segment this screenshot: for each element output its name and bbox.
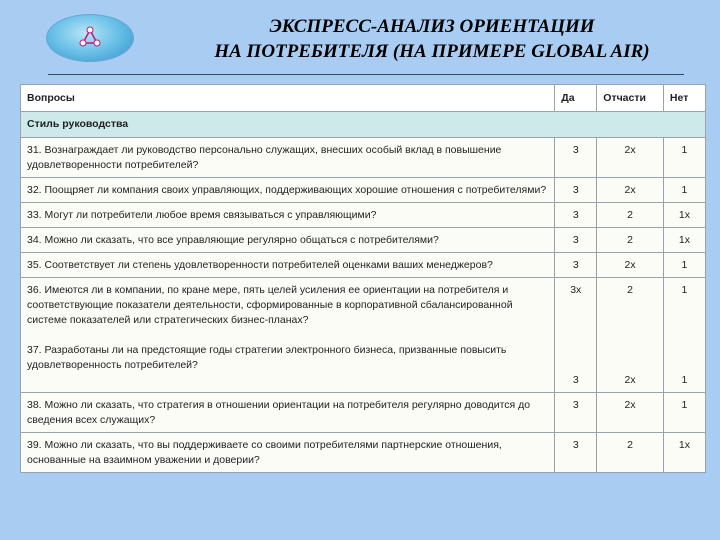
table-row — [21, 393, 706, 433]
yes-value: 3х — [570, 284, 582, 296]
partly-cell: 2 — [597, 203, 664, 228]
no-value: 1 — [681, 374, 688, 386]
title-line-1: ЭКСПРЕСС-АНАЛИЗ ОРИЕНТАЦИИ — [269, 16, 595, 37]
triangle-logo-icon — [46, 14, 134, 62]
no-cell: 1х — [663, 433, 705, 473]
partly-cell-combined — [597, 278, 664, 393]
table-header-row — [21, 85, 706, 112]
no-cell: 1 — [663, 253, 705, 278]
yes-cell: 3 — [555, 138, 597, 178]
partly-cell: 2х — [597, 253, 664, 278]
no-cell: 1 — [663, 393, 705, 433]
yes-cell: 3 — [555, 178, 597, 203]
section-row — [21, 112, 706, 138]
yes-cell: 3 — [555, 228, 597, 253]
question-cell: 31. Вознаграждает ли руководство персонально служащих, внесших особый вклад в повышение удовлетворенности потребителей? — [21, 138, 555, 178]
no-value: 1 — [681, 284, 688, 296]
partly-cell: 2х — [597, 138, 664, 178]
partly-cell: 2 — [597, 228, 664, 253]
yes-cell: 3 — [555, 203, 597, 228]
header-question: Вопросы — [21, 85, 555, 112]
yes-cell-combined — [555, 278, 597, 393]
no-cell: 1 — [663, 138, 705, 178]
question-cell: 34. Можно ли сказать, что все управляющие регулярно общаться с потребителями? — [21, 228, 555, 253]
table-row — [21, 278, 706, 393]
yes-cell: 3 — [555, 393, 597, 433]
no-cell: 1х — [663, 228, 705, 253]
title-divider — [48, 74, 684, 75]
question-cell: 32. Поощряет ли компания своих управляющих, поддерживающих хорошие отношения с потребителями? — [21, 178, 555, 203]
no-cell: 1х — [663, 203, 705, 228]
question-cell: 33. Могут ли потребители любое время связываться с управляющими? — [21, 203, 555, 228]
table-row — [21, 203, 706, 228]
table-row — [21, 228, 706, 253]
partly-cell: 2 — [597, 433, 664, 473]
table-row — [21, 178, 706, 203]
header-partly: Отчасти — [597, 85, 664, 112]
partly-value: 2х — [624, 374, 636, 386]
header-no: Нет — [663, 85, 705, 112]
partly-cell: 2х — [597, 178, 664, 203]
partly-cell: 2х — [597, 393, 664, 433]
table-row — [21, 253, 706, 278]
question-cell-combined — [21, 278, 555, 393]
partly-value: 2 — [627, 284, 634, 296]
question-text: 37. Разработаны ли на предстоящие годы стратегии электронного бизнеса, призванные повысить удовлетворенность потребителей? — [27, 344, 507, 371]
page-title — [150, 14, 714, 64]
question-cell: 39. Можно ли сказать, что вы поддерживаете со своими потребителями партнерские отношения, основанные на взаимном уважении и доверии? — [21, 433, 555, 473]
no-cell: 1 — [663, 178, 705, 203]
title-line-2: НА ПОТРЕБИТЕЛЯ (НА ПРИМЕРЕ GLOBAL AIR) — [214, 41, 650, 62]
yes-cell: 3 — [555, 433, 597, 473]
section-title: Стиль руководства — [21, 112, 706, 138]
survey-table — [20, 84, 706, 473]
question-cell: 38. Можно ли сказать, что стратегия в отношении ориентации на потребителя регулярно доводится до сведения всех служащих? — [21, 393, 555, 433]
yes-value: 3 — [572, 374, 579, 386]
logo — [46, 14, 134, 62]
table-row — [21, 138, 706, 178]
table-row — [21, 433, 706, 473]
no-cell-combined — [663, 278, 705, 393]
question-text: 36. Имеются ли в компании, по кране мере, пять целей усиления ее ориентации на потребителя и соответствующие показатели деятельности, сформированные в корпоративной сбалансированной системе показателей или стратегических бизнес-планах? — [27, 284, 513, 326]
yes-cell: 3 — [555, 253, 597, 278]
question-cell: 35. Соответствует ли степень удовлетворенности потребителей оценками ваших менеджеров? — [21, 253, 555, 278]
header-yes: Да — [555, 85, 597, 112]
